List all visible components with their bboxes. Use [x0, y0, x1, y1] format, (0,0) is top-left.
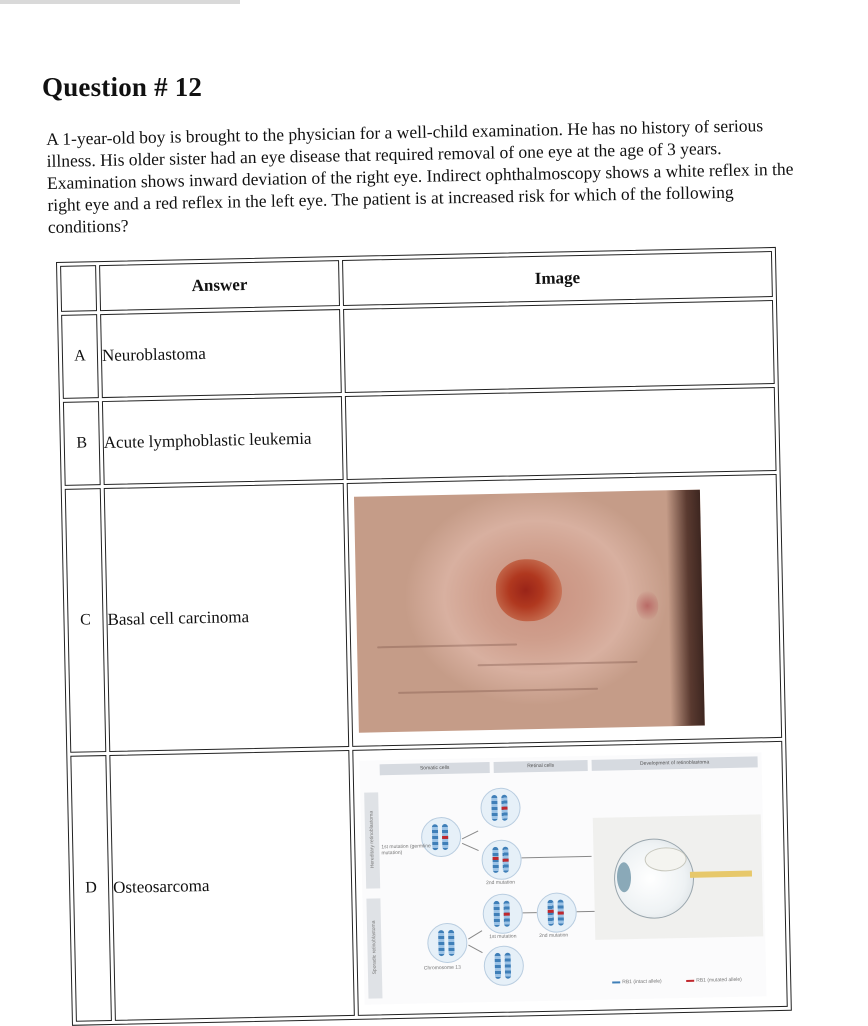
choice-image-cell — [352, 741, 787, 1016]
question-stem: A 1-year-old boy is brought to the physician for a well-child examination. He has no history of serious illness. His older sister had an eye disease that required removal of one eye at the age of 3 years. Examination shows inward deviation of the right eye. Indirect ophthalmoscopy shows a white reflex in the right eye and a red reflex in the left eye. The patient is at increased risk for which of the following conditions? — [46, 115, 794, 237]
arrow — [468, 945, 483, 954]
band-hereditary-label: Hereditary retinoblastoma — [368, 810, 376, 869]
choice-letter: B — [63, 401, 101, 486]
small-lesion — [636, 590, 659, 620]
letter-header — [60, 265, 97, 312]
basal-cell-lesion-photo — [354, 490, 705, 733]
arrow — [522, 856, 592, 858]
choice-row-a[interactable] — [61, 300, 775, 399]
arrow — [577, 911, 595, 912]
eyeball — [613, 838, 695, 920]
diagram-header-development: Development of retinoblastoma — [592, 756, 758, 770]
retinal-tumor — [644, 847, 686, 872]
arrow — [468, 930, 482, 939]
retinoblastoma-diagram — [360, 752, 767, 1004]
skin-wrinkle — [398, 688, 598, 694]
choice-image-empty — [345, 387, 777, 480]
chromosome-bar — [438, 930, 445, 956]
label-second-mutation: 2nd mutation — [486, 879, 516, 887]
legend-intact-swatch — [612, 981, 620, 983]
choice-answer[interactable]: Basal cell carcinoma — [104, 483, 349, 752]
choice-row-d[interactable] — [70, 741, 787, 1022]
answer-header: Answer — [99, 260, 340, 311]
question-title: Question # 12 — [42, 72, 203, 102]
answer-table — [56, 247, 792, 1026]
choice-answer[interactable]: Osteosarcoma — [109, 750, 355, 1021]
arrow — [462, 843, 479, 851]
diagram-header-retinal: Retinal cells — [494, 760, 588, 773]
chromosome-circle — [427, 923, 468, 964]
choice-image-cell — [347, 474, 782, 747]
answer-choices-table — [56, 247, 792, 1026]
mutation-mark — [502, 807, 508, 810]
choice-letter: D — [70, 755, 112, 1022]
mutation-mark — [503, 859, 509, 862]
chromosome-bar — [493, 901, 500, 927]
band-sporadic-label: Sporadic retinoblastoma — [370, 920, 378, 975]
chromosome-circle — [481, 839, 522, 880]
choice-answer[interactable]: Neuroblastoma — [100, 309, 342, 398]
chromosome-bar — [491, 795, 498, 821]
band-hereditary — [364, 792, 380, 888]
arrow — [462, 831, 479, 840]
label-first-mutation: 1st mutation — [489, 933, 517, 941]
ulcerated-lesion — [495, 558, 562, 621]
choice-letter: A — [61, 314, 99, 399]
skin-wrinkle — [377, 643, 517, 648]
chromosome-bar — [505, 953, 512, 979]
label-first-germline: 1st mutation (germline mutation) — [381, 843, 431, 857]
band-sporadic — [366, 898, 382, 998]
choice-answer[interactable]: Acute lymphoblastic leukemia — [102, 396, 344, 485]
chromosome-bar — [495, 953, 502, 979]
choice-image-empty — [343, 300, 775, 393]
chromosome-bar — [448, 930, 455, 956]
choice-row-b[interactable] — [63, 387, 777, 486]
top-scroll-bar — [0, 0, 240, 4]
mutation-mark — [442, 836, 448, 839]
photo-shadow — [666, 490, 705, 727]
skin-wrinkle — [478, 661, 638, 666]
chromosome-circle — [483, 945, 524, 986]
choice-letter: C — [65, 488, 107, 753]
label-second-mutation-b: 2nd mutation — [539, 932, 569, 940]
mutation-mark — [548, 910, 554, 913]
eye-illustration — [593, 814, 764, 939]
chromosome-circle — [536, 892, 577, 933]
lens — [617, 862, 632, 892]
mutation-mark — [558, 912, 564, 915]
arrow — [523, 912, 537, 913]
legend-mutated-label: RB1 (mutated allele) — [696, 976, 742, 984]
choice-row-c[interactable] — [65, 474, 782, 753]
mutation-mark — [493, 857, 499, 860]
optic-nerve — [690, 871, 752, 878]
legend-mutated-swatch — [686, 980, 694, 982]
mutation-mark — [504, 913, 510, 916]
chromosome-circle — [482, 893, 523, 934]
label-chromosome-13: Chromosome 13 — [423, 964, 461, 972]
legend-intact-label: RB1 (intact allele) — [622, 978, 662, 986]
chromosome-circle — [480, 787, 521, 828]
image-header: Image — [342, 251, 773, 306]
diagram-header-somatic: Somatic cells — [380, 762, 490, 775]
